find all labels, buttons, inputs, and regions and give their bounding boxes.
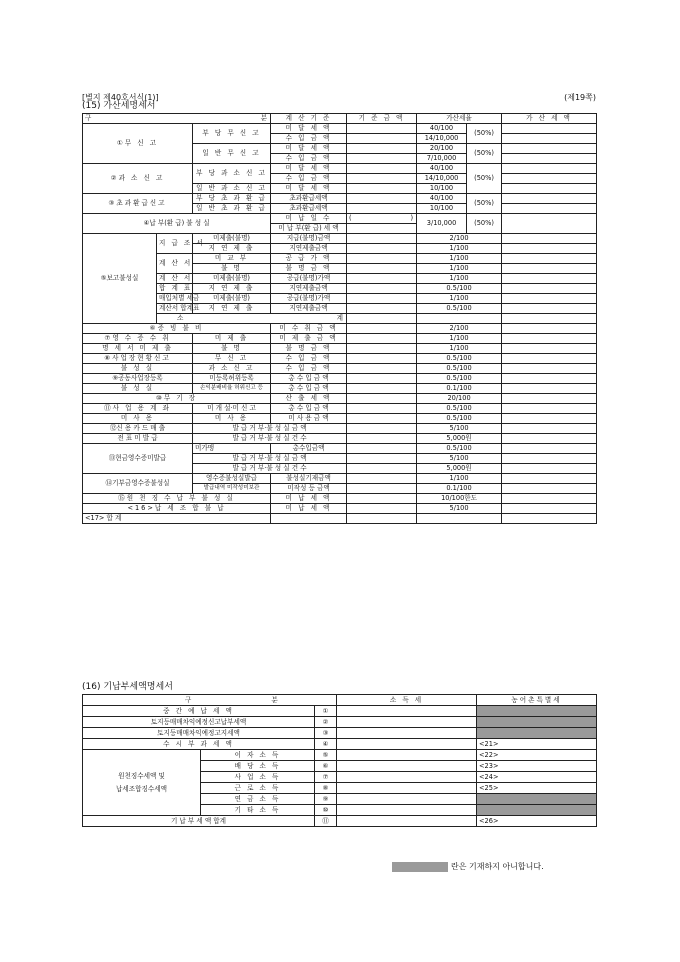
row7-label2: 명 세 서 미 제 출 bbox=[83, 344, 193, 354]
cell: (50%) bbox=[467, 214, 502, 234]
cell: 발 급 거 부·불 성 실 건 수 bbox=[193, 464, 347, 474]
cell: 미가맹 bbox=[193, 444, 271, 454]
cell: 지 급 조 서 bbox=[157, 234, 193, 254]
total-label: 기 납 부 세 액 합계 bbox=[83, 816, 315, 827]
row15-label: ⑮원 천 징 수 납 부 불 성 실 bbox=[83, 494, 271, 504]
row17-label: <17> 합 계 bbox=[83, 514, 271, 524]
cell: 미 납 세 액 bbox=[271, 494, 347, 504]
row-number: ⑧ bbox=[315, 783, 337, 794]
row-number: ⑤ bbox=[315, 750, 337, 761]
cell bbox=[347, 434, 417, 444]
row-number: ⑪ bbox=[315, 816, 337, 827]
cell bbox=[347, 284, 417, 294]
cell: 미 제 출 금 액 bbox=[271, 334, 347, 344]
r1a: 부 당 무 신 고 bbox=[193, 124, 271, 144]
cell bbox=[347, 314, 417, 324]
cell: (50%) bbox=[467, 144, 502, 164]
cell: 발 급 거 부·불 성 실 금 액 bbox=[193, 424, 347, 434]
cell bbox=[347, 244, 417, 254]
cell bbox=[347, 174, 417, 184]
cell: <22> bbox=[477, 750, 597, 761]
cell bbox=[417, 314, 502, 324]
row12-label: ⑫신 용 카 드 매 출 bbox=[83, 424, 193, 434]
cell: 14/10,000 bbox=[417, 134, 467, 144]
shaded-cell bbox=[477, 717, 597, 728]
cell: 2/100 bbox=[417, 234, 502, 244]
cell: 초과환급세액 bbox=[271, 204, 347, 214]
row8-label2: 불 성 실 bbox=[83, 364, 193, 374]
row-label: 배 당 소 득 bbox=[201, 761, 315, 772]
col-penalty: 가 산 세 액 bbox=[502, 114, 597, 124]
cell bbox=[502, 264, 597, 274]
row-number: ④ bbox=[315, 739, 337, 750]
col-rate: 가산세율 bbox=[417, 114, 502, 124]
row-number: ⑦ bbox=[315, 772, 337, 783]
row13-label: ⑬현금영수증미발급 bbox=[83, 444, 193, 474]
cell bbox=[347, 254, 417, 264]
cell bbox=[502, 514, 597, 524]
cell bbox=[271, 514, 347, 524]
subtotal-row: 소 계 bbox=[157, 314, 347, 324]
cell: 지연제출금액 bbox=[271, 284, 347, 294]
cell: 지 연 제 출 bbox=[193, 304, 271, 314]
row12-label2: 전 표 미 발 급 bbox=[83, 434, 193, 444]
shaded-cell bbox=[477, 805, 597, 816]
col-base-amount: 기 준 금 액 bbox=[347, 114, 417, 124]
cell: 총수입금액 bbox=[271, 444, 347, 454]
cell: 총 수 입 금 액 bbox=[271, 404, 347, 414]
cell: 영수증불성실발급 bbox=[193, 474, 271, 484]
cell bbox=[502, 474, 597, 484]
cell bbox=[347, 344, 417, 354]
row10-label: ⑩무 기 장 bbox=[83, 394, 271, 404]
cell bbox=[502, 294, 597, 304]
cell bbox=[502, 384, 597, 394]
row6-label: ⑥증 빙 불 비 bbox=[83, 324, 271, 334]
row2-label: ②과 소 신 고 bbox=[83, 164, 193, 194]
cell bbox=[347, 504, 417, 514]
cell: 총 수 입 금 액 bbox=[271, 374, 347, 384]
cell: 미 달 세 액 bbox=[271, 164, 347, 174]
row5-label: ⑤보고불성실 bbox=[83, 234, 157, 324]
cell bbox=[347, 464, 417, 474]
page-number: (제19쪽) bbox=[564, 93, 596, 102]
cell bbox=[337, 805, 477, 816]
shaded-cell bbox=[477, 706, 597, 717]
cell bbox=[347, 204, 417, 214]
cell: 미 납 일 수 bbox=[271, 214, 347, 224]
row11-label2: 미 사 용 bbox=[83, 414, 193, 424]
cell: 초과환급세액 bbox=[271, 194, 347, 204]
cell: <24> bbox=[477, 772, 597, 783]
footnote-text: 란은 기재하지 아니합니다. bbox=[451, 862, 544, 871]
cell: 미 제 출 bbox=[193, 334, 271, 344]
cell: 일 반 초 과 환 급 bbox=[193, 204, 271, 214]
row9-label2: 불 성 실 bbox=[83, 384, 193, 394]
row4-label: ④납 부(환 급) 불 성 실 bbox=[83, 214, 271, 234]
cell bbox=[347, 454, 417, 464]
cell: 수 입 금 액 bbox=[271, 354, 347, 364]
row-number: ③ bbox=[315, 728, 337, 739]
cell: 1/100 bbox=[417, 254, 502, 264]
cell: 손익분배비율 허위신고 등 bbox=[193, 384, 271, 394]
cell bbox=[347, 424, 417, 434]
cell: 0.5/100 bbox=[417, 414, 502, 424]
cell: 0.5/100 bbox=[417, 364, 502, 374]
cell: 미 납 세 액 bbox=[271, 504, 347, 514]
cell: 0.5/100 bbox=[417, 404, 502, 414]
cell bbox=[502, 314, 597, 324]
cell bbox=[502, 244, 597, 254]
cell bbox=[347, 294, 417, 304]
cell bbox=[502, 274, 597, 284]
cell bbox=[502, 494, 597, 504]
cell: 40/100 bbox=[417, 164, 467, 174]
cell bbox=[347, 234, 417, 244]
cell bbox=[502, 404, 597, 414]
cell: 5/100 bbox=[417, 454, 502, 464]
cell bbox=[347, 474, 417, 484]
cell: 불 명 bbox=[193, 344, 271, 354]
cell bbox=[337, 739, 477, 750]
cell: 0.1/100 bbox=[417, 484, 502, 494]
cell bbox=[347, 354, 417, 364]
cell: 10/100 bbox=[417, 204, 467, 214]
row8-label: ⑧사업장현황신고 bbox=[83, 354, 193, 364]
row3-label: ③초과환급신고 bbox=[83, 194, 193, 214]
cell bbox=[502, 394, 597, 404]
cell: 0.5/100 bbox=[417, 374, 502, 384]
cell: 14/10,000 bbox=[417, 174, 467, 184]
cell bbox=[502, 424, 597, 434]
cell: 미 달 세 액 bbox=[271, 124, 347, 134]
cell: 1/100 bbox=[417, 334, 502, 344]
cell: 0.5/100 bbox=[417, 354, 502, 364]
cell bbox=[347, 384, 417, 394]
cell bbox=[347, 264, 417, 274]
r2b: 일 반 과 소 신 고 bbox=[193, 184, 271, 194]
row-number: ⑩ bbox=[315, 805, 337, 816]
cell bbox=[347, 134, 417, 144]
cell bbox=[347, 124, 417, 134]
cell: 불 명 금 액 bbox=[271, 264, 347, 274]
cell: 1/100 bbox=[417, 244, 502, 254]
cell bbox=[502, 334, 597, 344]
cell bbox=[502, 194, 597, 204]
cell: 2/100 bbox=[417, 324, 502, 334]
cell bbox=[502, 204, 597, 214]
cell: 40/100 bbox=[417, 194, 467, 204]
cell: 과 소 신 고 bbox=[193, 364, 271, 374]
cell: 지 연 제 출 bbox=[193, 284, 271, 294]
cell bbox=[337, 772, 477, 783]
cell: 미 납 부(환 급) 세 액 bbox=[271, 224, 347, 234]
row-label: 사 업 소 득 bbox=[201, 772, 315, 783]
cell: 1/100 bbox=[417, 474, 502, 484]
cell: 미 달 세 액 bbox=[271, 184, 347, 194]
cell bbox=[502, 504, 597, 514]
cell bbox=[502, 464, 597, 474]
cell: 발 급 거 부·불 성 실 건 수 bbox=[193, 434, 347, 444]
cell bbox=[337, 783, 477, 794]
cell: 수 입 금 액 bbox=[271, 174, 347, 184]
row-label: 이 자 소 득 bbox=[201, 750, 315, 761]
cell: 미 달 세 액 bbox=[271, 144, 347, 154]
row-label: 중 간 예 납 세 액 bbox=[83, 706, 315, 717]
footnote bbox=[392, 861, 544, 872]
cell bbox=[502, 144, 597, 154]
cell: 1/100 bbox=[417, 344, 502, 354]
cell: 미 사 용 bbox=[193, 414, 271, 424]
cell bbox=[502, 154, 597, 164]
cell: 계산서 합계표 bbox=[157, 304, 193, 314]
row-label: 토지등매매차익예정신고납부세액 bbox=[83, 717, 315, 728]
cell: 불 명 금 액 bbox=[271, 344, 347, 354]
cell bbox=[347, 514, 417, 524]
cell bbox=[502, 174, 597, 184]
cell: 발 급 거 부·불 성 실 금 액 bbox=[193, 454, 347, 464]
cell bbox=[502, 444, 597, 454]
cell: 미제출(불명) bbox=[193, 294, 271, 304]
cell: 매입처별 세금 bbox=[157, 294, 193, 304]
cell: 합 계 표 bbox=[157, 284, 193, 294]
cell: 계 산 서 bbox=[157, 254, 193, 274]
cell bbox=[347, 494, 417, 504]
cell bbox=[337, 717, 477, 728]
shaded-legend-swatch bbox=[392, 862, 448, 872]
cell bbox=[337, 816, 477, 827]
cell: 0.5/100 bbox=[417, 304, 502, 314]
cell bbox=[502, 164, 597, 174]
row-label: 기 타 소 득 bbox=[201, 805, 315, 816]
cell bbox=[502, 124, 597, 134]
row-label: 근 로 소 득 bbox=[201, 783, 315, 794]
withholding-group: 원천징수세액 및 납세조합징수세액 bbox=[83, 750, 201, 816]
col-category: 구 분 bbox=[83, 695, 337, 706]
cell bbox=[347, 224, 417, 234]
cell: (50%) bbox=[467, 124, 502, 144]
row-label: 토지등매매차익예정고지세액 bbox=[83, 728, 315, 739]
section-15-title: (15) 가산세명세서 bbox=[82, 101, 156, 111]
row-number: ① bbox=[315, 706, 337, 717]
cell bbox=[502, 254, 597, 264]
row14-label: ⑭기부금영수증불성실 bbox=[83, 474, 193, 494]
cell: 공급(불명)가액 bbox=[271, 274, 347, 284]
cell bbox=[347, 184, 417, 194]
cell bbox=[502, 484, 597, 494]
cell: <26> bbox=[477, 816, 597, 827]
row-label: 수 시 부 과 세 액 bbox=[83, 739, 315, 750]
cell: 무 신 고 bbox=[193, 354, 271, 364]
section-16-title: (16) 기납부세액명세서 bbox=[82, 682, 173, 692]
cell bbox=[347, 484, 417, 494]
cell bbox=[347, 334, 417, 344]
row-label: 연 금 소 득 bbox=[201, 794, 315, 805]
cell: 5,000원 bbox=[417, 434, 502, 444]
cell: 미제출(불명) bbox=[193, 234, 271, 244]
cell bbox=[347, 154, 417, 164]
col-rural-tax: 농어촌특별세 bbox=[477, 695, 597, 706]
prepaid-tax-table bbox=[82, 694, 597, 827]
cell: 1/100 bbox=[417, 294, 502, 304]
cell bbox=[502, 234, 597, 244]
cell bbox=[337, 761, 477, 772]
cell: 미 개 설·미 신 고 bbox=[193, 404, 271, 414]
cell: 3/10,000 bbox=[417, 214, 467, 234]
cell: <21> bbox=[477, 739, 597, 750]
cell bbox=[337, 706, 477, 717]
cell: 10/100한도 bbox=[417, 494, 502, 504]
col-income-tax: 소 득 세 bbox=[337, 695, 477, 706]
cell: 5,000원 bbox=[417, 464, 502, 474]
cell: 1/100 bbox=[417, 264, 502, 274]
cell: 20/100 bbox=[417, 144, 467, 154]
penalty-tax-table bbox=[82, 113, 597, 524]
cell bbox=[502, 284, 597, 294]
cell: 불 명 bbox=[193, 264, 271, 274]
cell bbox=[347, 394, 417, 404]
cell: 공 급 가 액 bbox=[271, 254, 347, 264]
cell: 불성실기재금액 bbox=[271, 474, 347, 484]
cell: 산 출 세 액 bbox=[271, 394, 347, 404]
row7-label: ⑦영 수 증 수 취 bbox=[83, 334, 193, 344]
cell: (50%) bbox=[467, 164, 502, 194]
shaded-cell bbox=[477, 794, 597, 805]
cell bbox=[347, 164, 417, 174]
cell bbox=[502, 454, 597, 464]
cell bbox=[347, 444, 417, 454]
cell: 미 수 취 금 액 bbox=[271, 324, 347, 334]
cell: 지급(불명)금액 bbox=[271, 234, 347, 244]
cell bbox=[502, 434, 597, 444]
cell: 10/100 bbox=[417, 184, 467, 194]
cell bbox=[502, 304, 597, 314]
cell bbox=[337, 728, 477, 739]
col-category: 구 분 bbox=[83, 114, 271, 124]
cell bbox=[417, 514, 502, 524]
cell: 0.1/100 bbox=[417, 384, 502, 394]
col-basis: 계 산 기 준 bbox=[271, 114, 347, 124]
cell bbox=[347, 324, 417, 334]
row9-label: ⑨공동사업장등록 bbox=[83, 374, 193, 384]
cell: 40/100 bbox=[417, 124, 467, 134]
cell bbox=[502, 364, 597, 374]
cell: 지 연 제 출 bbox=[193, 244, 271, 254]
row-number: ⑥ bbox=[315, 761, 337, 772]
cell: 미등록허위등록 bbox=[193, 374, 271, 384]
cell: 5/100 bbox=[417, 504, 502, 514]
cell bbox=[502, 374, 597, 384]
cell: 0.5/100 bbox=[417, 284, 502, 294]
cell: <25> bbox=[477, 783, 597, 794]
cell bbox=[502, 184, 597, 194]
cell: 지연제출금액 bbox=[271, 244, 347, 254]
cell bbox=[502, 414, 597, 424]
cell: (50%) bbox=[467, 194, 502, 214]
cell: 계 산 서 bbox=[157, 274, 193, 284]
row11-label: ⑪사 업 용 계 좌 bbox=[83, 404, 193, 414]
shaded-cell bbox=[477, 728, 597, 739]
row-number: ② bbox=[315, 717, 337, 728]
cell bbox=[347, 304, 417, 314]
cell: ( ) bbox=[347, 214, 417, 224]
cell bbox=[347, 414, 417, 424]
r2a: 부 당 과 소 신 고 bbox=[193, 164, 271, 184]
row-number: ⑨ bbox=[315, 794, 337, 805]
r1b: 일 반 무 신 고 bbox=[193, 144, 271, 164]
cell bbox=[502, 134, 597, 144]
cell: 미 사 용 금 액 bbox=[271, 414, 347, 424]
cell: 0.5/100 bbox=[417, 444, 502, 454]
cell bbox=[337, 794, 477, 805]
cell bbox=[347, 144, 417, 154]
cell: 7/10,000 bbox=[417, 154, 467, 164]
cell bbox=[347, 364, 417, 374]
cell bbox=[502, 214, 597, 234]
cell: 발급내역 미작성미보관 bbox=[193, 484, 271, 494]
cell bbox=[502, 324, 597, 334]
cell: 부 당 초 과 환 급 bbox=[193, 194, 271, 204]
cell bbox=[502, 344, 597, 354]
cell bbox=[347, 274, 417, 284]
cell: 미 교 부 bbox=[193, 254, 271, 264]
cell: <23> bbox=[477, 761, 597, 772]
cell: 미제출(불명) bbox=[193, 274, 271, 284]
cell: 20/100 bbox=[417, 394, 502, 404]
cell: 5/100 bbox=[417, 424, 502, 434]
cell: 공급(불명)가액 bbox=[271, 294, 347, 304]
form-number: [별지 제40호서식(1)] bbox=[82, 93, 159, 102]
cell: 미작성 등 금액 bbox=[271, 484, 347, 494]
row16-label: <16>납 세 조 합 불 납 bbox=[83, 504, 271, 514]
cell bbox=[347, 404, 417, 414]
cell: 수 입 금 액 bbox=[271, 154, 347, 164]
row1-label: ①무 신 고 bbox=[83, 124, 193, 164]
cell bbox=[502, 354, 597, 364]
cell: 수 입 금 액 bbox=[271, 364, 347, 374]
cell: 총 수 입 금 액 bbox=[271, 384, 347, 394]
cell: 1/100 bbox=[417, 274, 502, 284]
cell: 지연제출금액 bbox=[271, 304, 347, 314]
cell bbox=[347, 374, 417, 384]
cell bbox=[347, 194, 417, 204]
cell bbox=[337, 750, 477, 761]
cell: 수 입 금 액 bbox=[271, 134, 347, 144]
